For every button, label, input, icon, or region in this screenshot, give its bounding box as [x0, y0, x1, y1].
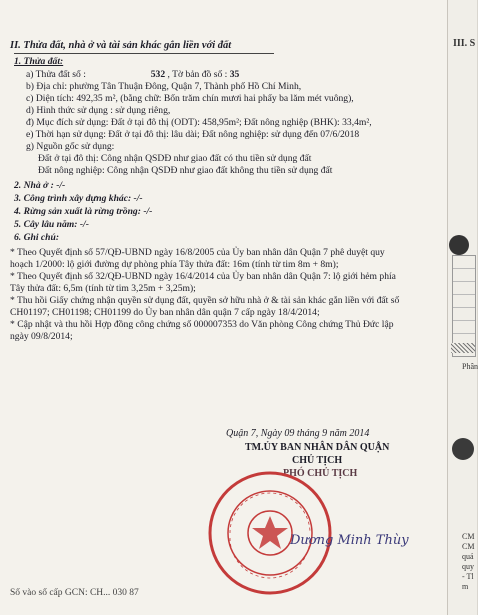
note-line: CH01197; CH01198; CH01199 do Ủy ban nhân dân quận 7 cấp ngày 18/4/2014; — [10, 307, 320, 318]
map-sheet-label: , Tờ bản đồ số : — [167, 69, 228, 80]
land-use-term: e) Thời hạn sử dụng: Đất ở tại đô thị: lâu dài; Đất nông nghiệp: sử dụng đến 07/6/2018 — [26, 129, 360, 140]
parcel-number: 532 — [150, 69, 166, 80]
strip-label: Phân — [462, 362, 478, 371]
house-item: 2. Nhà ở : -/- — [14, 180, 66, 191]
construction-item: 3. Công trình xây dựng khác: -/- — [14, 193, 143, 204]
note-line: * Cập nhật và thu hồi Hợp đồng công chứng số 000007353 do Văn phòng Công chứng Thủ Đức lập — [10, 319, 394, 330]
land-origin-urban: Đất ở tại đô thị: Công nhận QSDĐ như giao đất có thu tiền sử dụng đất — [38, 153, 312, 164]
right-header: III. S — [453, 38, 476, 49]
strip-label: quả — [462, 552, 474, 561]
header-rule — [14, 53, 274, 54]
note-line: Tây thửa đất: 6,5m (tính từ tim 3,25m + 3,25m); — [10, 283, 196, 294]
parcel-label: a) Thửa đất số : — [26, 69, 86, 80]
note-line: * Thu hồi Giấy chứng nhận quyền sử dụng đất, quyền sở hữu nhà ở & tài sản khác gắn liền với đất số — [10, 295, 400, 306]
note-line: ngày 09/8/2014; — [10, 331, 73, 342]
adjacent-table — [452, 255, 476, 357]
sign-date: Quận 7, Ngày 09 tháng 9 năm 2014 — [226, 428, 370, 439]
strip-label: - Tl — [462, 572, 474, 581]
land-origin-agri: Đất nông nghiệp: Công nhận QSDĐ như giao đất không thu tiền sử dụng đất — [38, 165, 333, 176]
hatched-area — [451, 343, 475, 353]
land-heading: 1. Thửa đất: — [14, 56, 64, 67]
land-use-form: d) Hình thức sử dụng : sử dụng riêng, — [26, 105, 171, 116]
sign-deputy: PHÓ CHỦ TỊCH — [283, 468, 358, 479]
map-sheet-number: 35 — [229, 69, 240, 80]
strip-label: CM — [462, 532, 475, 541]
strip-label: m — [462, 582, 469, 591]
note-line: * Theo Quyết định số 32/QĐ-UBND ngày 16/4/2014 của Ủy ban nhân dân Quận 7: lộ giới hẻm phía — [10, 271, 396, 282]
sign-role: CHỦ TỊCH — [292, 455, 343, 466]
section-title: II. Thửa đất, nhà ở và tài sản khác gắn liền với đất — [10, 40, 232, 51]
land-use-purpose: đ) Mục đích sử dụng: Đất ở tại đô thị (ODT): 458,95m²; Đất nông nghiệp (BHK): 33,4m², — [26, 117, 372, 128]
land-address: b) Địa chỉ: phường Tân Thuận Đông, Quận 7, Thành phố Hồ Chí Minh, — [26, 81, 302, 92]
perennial-item: 5. Cây lâu năm: -/- — [14, 219, 89, 230]
punch-hole — [452, 438, 474, 460]
forest-item: 4. Rừng sản xuất là rừng trồng: -/- — [14, 206, 153, 217]
strip-label: CM — [462, 542, 475, 551]
land-area: c) Diện tích: 492,35 m², (bằng chữ: Bốn trăm chín mươi hai phẩy ba lăm mét vuông), — [26, 93, 354, 104]
note-line: hoạch 1/2000: lộ giới đường dự phòng phía Tây thửa đất: 16m (tính từ tim 8m + 8m); — [10, 259, 339, 270]
register-number: Số vào sổ cấp GCN: CH... 030 87 — [10, 588, 139, 598]
sign-org: TM.ỦY BAN NHÂN DÂN QUẬN — [245, 442, 390, 453]
punch-hole — [449, 235, 469, 255]
notes-heading: 6. Ghi chú: — [14, 232, 60, 243]
land-origin-label: g) Nguồn gốc sử dụng: — [26, 141, 115, 152]
strip-label: quy — [462, 562, 474, 571]
land-parcel-row — [26, 69, 239, 80]
signature-name: Dương Minh Thùy — [290, 533, 409, 548]
note-line: * Theo Quyết định số 57/QĐ-UBND ngày 16/8/2005 của Ủy ban nhân dân Quận 7 phê duyệt quy — [10, 247, 385, 258]
